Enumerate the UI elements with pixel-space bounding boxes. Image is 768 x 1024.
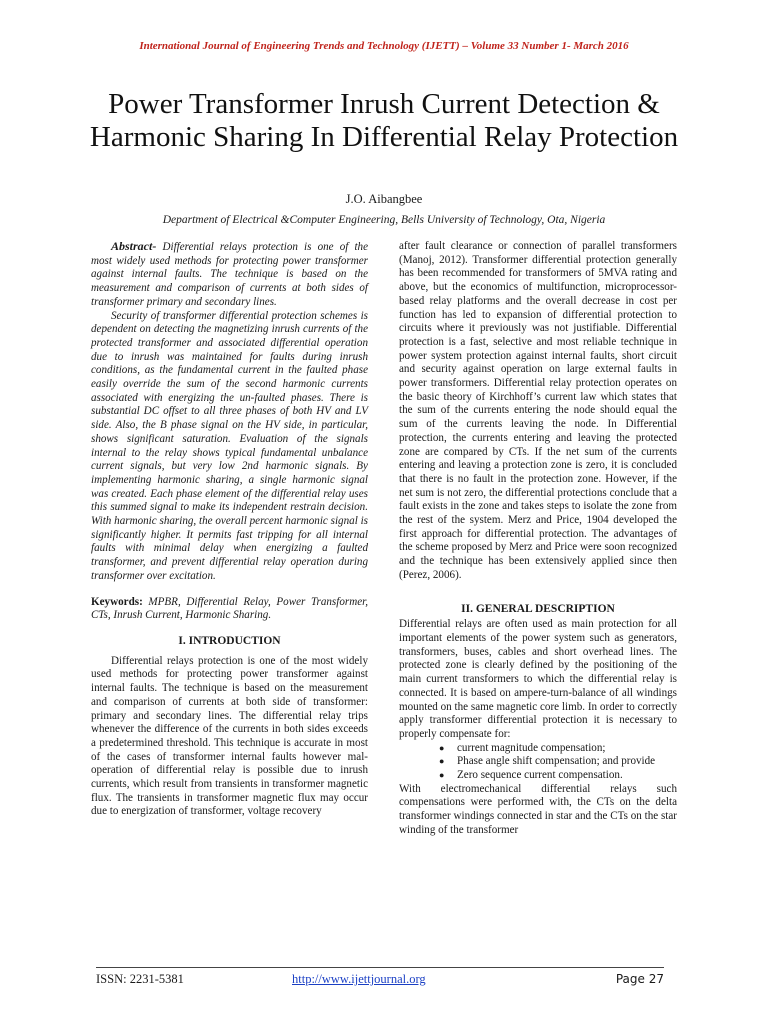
page-number: Page 27 [615, 972, 664, 986]
journal-website-link[interactable]: http://www.ijettjournal.org [292, 972, 426, 986]
bullet-icon: ● [439, 770, 445, 781]
abstract-paragraph-1 [91, 240, 368, 310]
paper-title: Power Transformer Inrush Current Detection & Harmonic Sharing In Differential Relay Protection [89, 88, 679, 153]
section-heading-introduction: I. INTRODUCTION [178, 634, 281, 647]
list-item-text: Zero sequence current compensation. [457, 769, 623, 782]
list-item [439, 769, 677, 783]
left-column [91, 240, 368, 819]
list-item-text: current magnitude compensation; [457, 741, 606, 754]
list-item [439, 755, 677, 769]
keywords-label: Keywords: [91, 595, 143, 608]
abstract-paragraph-2: Security of transformer differential protection schemes is dependent on detecting the magnetizing inrush currents of the protected transformer and associated differential operation due to inrush was maintained for faults during inrush conditions, as the fundamental current in the faulted phase easily override the sum of the second harmonic currents associated with energizing the un-faulted phases. There is substantial DC offset to all three phases of both HV and LV side. Also, the B phase signal on the HV side, in particular, shows significant saturation. Evaluation of the signals internal to the relay shows typical fundamental unbalance current signals, but very low 2nd harmonic signals. By implementing harmonic sharing, a single harmonic signal was created. Each phase element of the differential relay uses this summed signal to make its independent restrain decision. With harmonic sharing, the overall percent harmonic signal is significantly higher. It permits fast tripping for all internal faults with minimal delay when energizing a faulted transformer, and prevent differential relay operation during transformer over excitation. [91, 309, 368, 582]
bullet-icon: ● [439, 742, 445, 753]
compensation-list [399, 742, 677, 783]
list-item [439, 742, 677, 756]
abstract-text-1: Differential relays protection is one of the most widely used methods for protecting power transformer against internal faults. The technique is based on the measurement and comparison of currents at both sides of transformer primary and secondary lines. [91, 241, 368, 308]
list-item-text: Phase angle shift compensation; and provide [457, 755, 656, 768]
page-footer [96, 972, 664, 990]
bullet-icon: ● [439, 756, 445, 767]
keywords-text: MPBR, Differential Relay, Power Transformer, CTs, Inrush Current, Harmonic Sharing. [91, 595, 368, 622]
introduction-continued-text: after fault clearance or connection of parallel transformers (Manoj, 2012). Transformer differential protection generally has been recommended for transformers of 5MVA rating and above, but the economics of multifunction, microprocessor-based relay platforms and the overall decrease in cost per function has led to expansion of differential protection to circuits where it previously was not justifiable. Differential protection is a fast, selective and most reliable technique in power system protection against internal faults, short circuit and security against operation on large external faults in power transformers. Differential relay protection operates on the basic theory of Kirchhoff’s current law which states that the sum of the currents entering the node should equal the sum of the currents leaving the node. In Differential protection, the currents entering and leaving the protected zone are compared by CTs. If the net sum of the currents entering and leaving a protection zone is zero, it is concluded that there is no fault in the protection zone. However, if the net sum is not zero, the differential protections conclude that a fault exists in the zone and takes steps to isolate the zone from the rest of the system. Merz and Price, 1904 developed the first approach for differential protection. The advantages of the scheme proposed by Merz and Price were soon recognized and the technique has been extensively applied since then (Perez, 2006). [399, 240, 677, 581]
footer-issn: ISSN: 2231-5381 [96, 972, 184, 986]
general-description-text: Differential relays are often used as main protection for all important elements of the power system such as generators, transformers, buses, cables and short overhead lines. The protected zone is clearly defined by the positioning of the main current transformers to which the differential relay is connected. It is based on ampere-turn-balance of all windings mounted on the same magnetic core limb. In order to correctly apply transformer differential protection it is necessary to properly compensate for: [399, 618, 677, 740]
footer-divider [96, 967, 664, 968]
keywords [91, 596, 368, 623]
general-description-continued: With electromechanical differential relays such compensations were performed with, the CTs on the delta transformer windings connected in star and the CTs on the star winding of the transformer [399, 782, 677, 836]
abstract-label: Abstract- [111, 239, 157, 253]
section-heading-general-description: II. GENERAL DESCRIPTION [461, 602, 615, 615]
right-column [399, 240, 677, 838]
author: J.O. Aibangbee [345, 192, 423, 206]
running-head: International Journal of Engineering Trends and Technology (IJETT) – Volume 33 Number 1- March 2016 [139, 40, 629, 52]
affiliation: Department of Electrical &Computer Engineering, Bells University of Technology, Ota, Nigeria [162, 214, 606, 226]
introduction-text: Differential relays protection is one of the most widely used methods for protecting power transformer against internal faults. The technique is based on the measurement and comparison of currents at both side of transformer: primary and secondary lines. The differential relay trips whenever the difference of the currents in both sides exceeds a predetermined threshold. This technique is accurate in most of the cases of transformer internal faults however mal-operation of differential relay is possible due to inrush currents, which result from transients in transformer magnetic flux. The transients in transformer magnetic flux may occur due to energization of transformer, voltage recovery [91, 654, 368, 818]
